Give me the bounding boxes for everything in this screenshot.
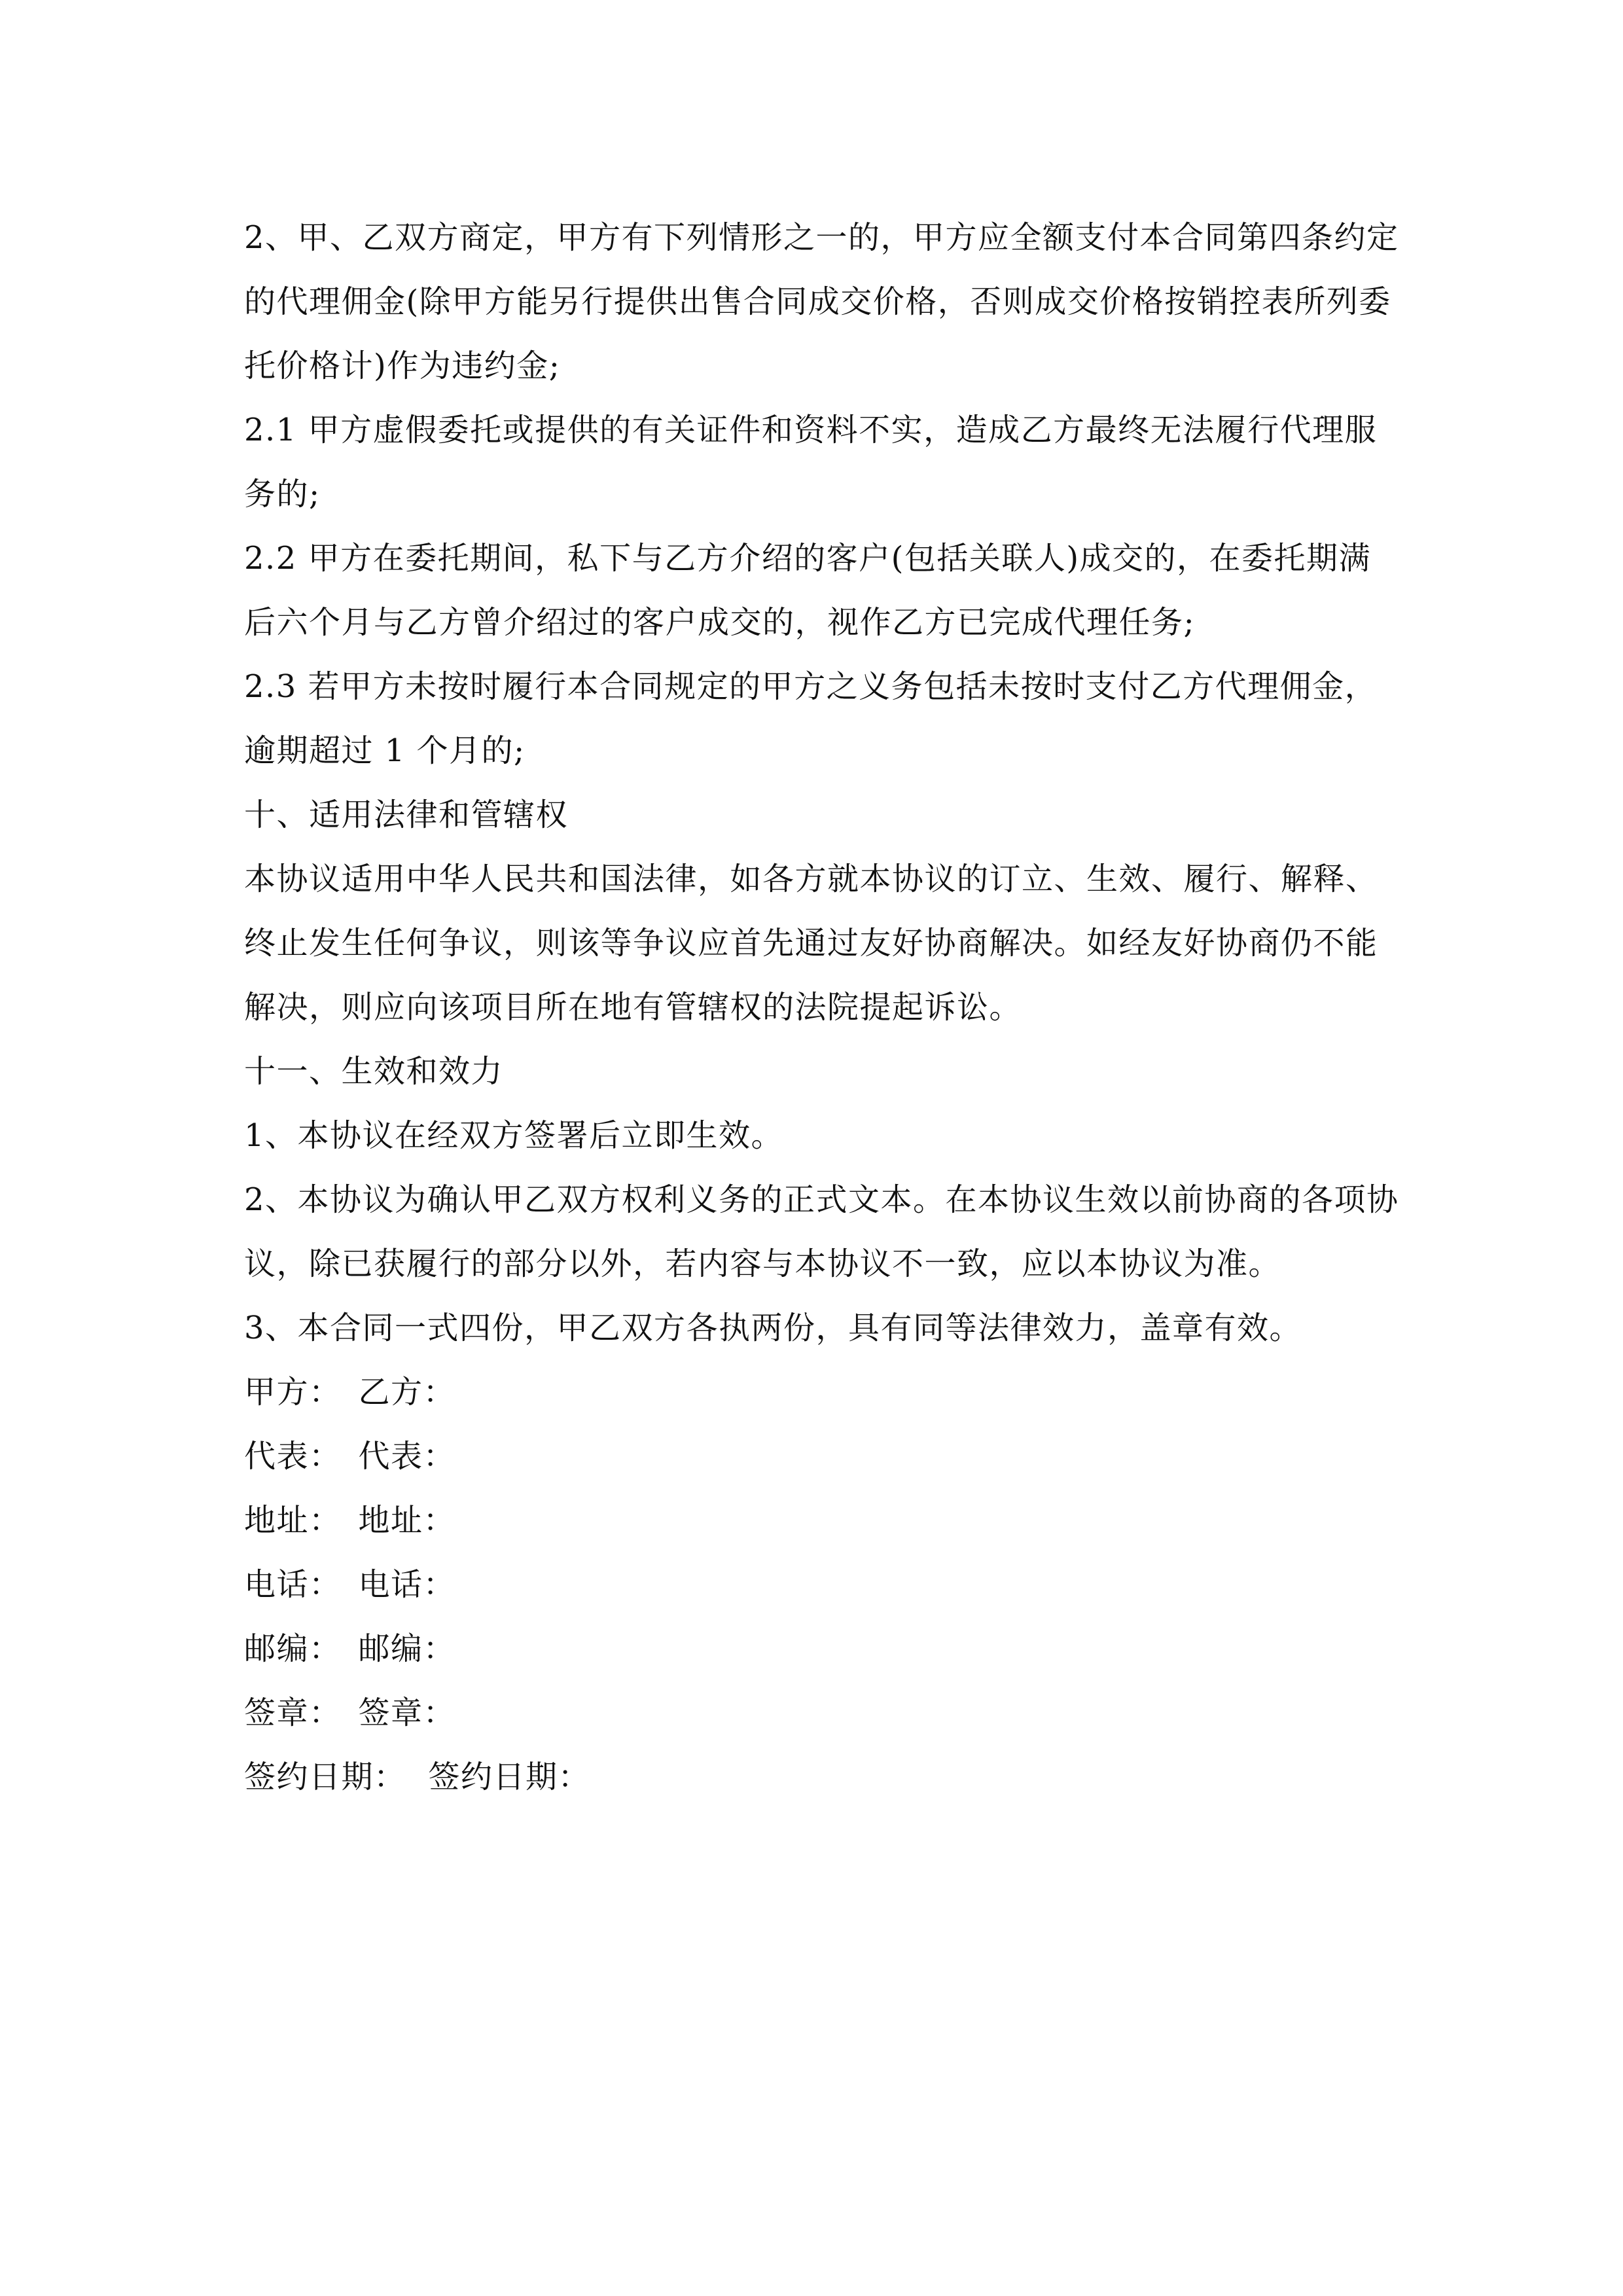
signature-row-postcode xyxy=(244,1617,1402,1681)
clause-2-breach-conditions: 2、甲、乙双方商定，甲方有下列情形之一的，甲方应全额支付本合同第四条约定的代理佣金(除甲方能另行提供出售合同成交价格，否则成交价格按销控表所列委托价格计)作为违约金; xyxy=(244,219,1399,384)
party-b-address-label: 地址： xyxy=(358,1502,456,1539)
party-a-postcode-label: 邮编： xyxy=(244,1630,342,1667)
section-11-heading: 十一、生效和效力 xyxy=(244,1053,504,1090)
document-body xyxy=(244,206,1402,1809)
party-a-representative-label: 代表： xyxy=(244,1438,342,1475)
party-a-date-label: 签约日期： xyxy=(244,1759,406,1795)
signature-row-party xyxy=(244,1360,1402,1424)
signature-row-date xyxy=(244,1745,1402,1809)
signature-row-seal xyxy=(244,1681,1402,1745)
party-a-seal-label: 签章： xyxy=(244,1695,342,1731)
party-b-label: 乙方： xyxy=(358,1374,456,1410)
party-a-label: 甲方： xyxy=(244,1374,342,1410)
party-b-seal-label: 签章： xyxy=(358,1695,456,1731)
party-b-postcode-label: 邮编： xyxy=(358,1630,456,1667)
party-b-date-label: 签约日期： xyxy=(428,1759,591,1795)
signature-row-representative xyxy=(244,1424,1402,1488)
signature-row-address xyxy=(244,1488,1402,1552)
section-10-body: 本协议适用中华人民共和国法律，如各方就本协议的订立、生效、履行、解释、终止发生任何争议，则该等争议应首先通过友好协商解决。如经友好协商仍不能解决，则应向该项目所在地有管辖权的法院提起诉讼。 xyxy=(244,861,1378,1026)
clause-2-1: 2.1 甲方虚假委托或提供的有关证件和资料不实，造成乙方最终无法履行代理服务的; xyxy=(244,412,1378,512)
clause-2-3: 2.3 若甲方未按时履行本合同规定的甲方之义务包括未按时支付乙方代理佣金，逾期超过 1 个月的; xyxy=(244,668,1378,769)
section-10-heading: 十、适用法律和管辖权 xyxy=(244,797,569,833)
section-11-item-3: 3、本合同一式四份，甲乙双方各执两份，具有同等法律效力，盖章有效。 xyxy=(244,1310,1302,1346)
clause-2-2: 2.2 甲方在委托期间，私下与乙方介绍的客户(包括关联人)成交的，在委托期满后六个月与乙方曾介绍过的客户成交的，视作乙方已完成代理任务; xyxy=(244,540,1372,641)
party-a-address-label: 地址： xyxy=(244,1502,342,1539)
party-b-phone-label: 电话： xyxy=(358,1566,456,1603)
signature-block xyxy=(244,1360,1402,1809)
party-b-representative-label: 代表： xyxy=(358,1438,456,1475)
section-11-item-2: 2、本协议为确认甲乙双方权利义务的正式文本。在本协议生效以前协商的各项协议，除已获履行的部分以外，若内容与本协议不一致，应以本协议为准。 xyxy=(244,1181,1399,1282)
signature-row-phone xyxy=(244,1552,1402,1617)
section-11-item-1: 1、本协议在经双方签署后立即生效。 xyxy=(244,1117,784,1154)
party-a-phone-label: 电话： xyxy=(244,1566,342,1603)
